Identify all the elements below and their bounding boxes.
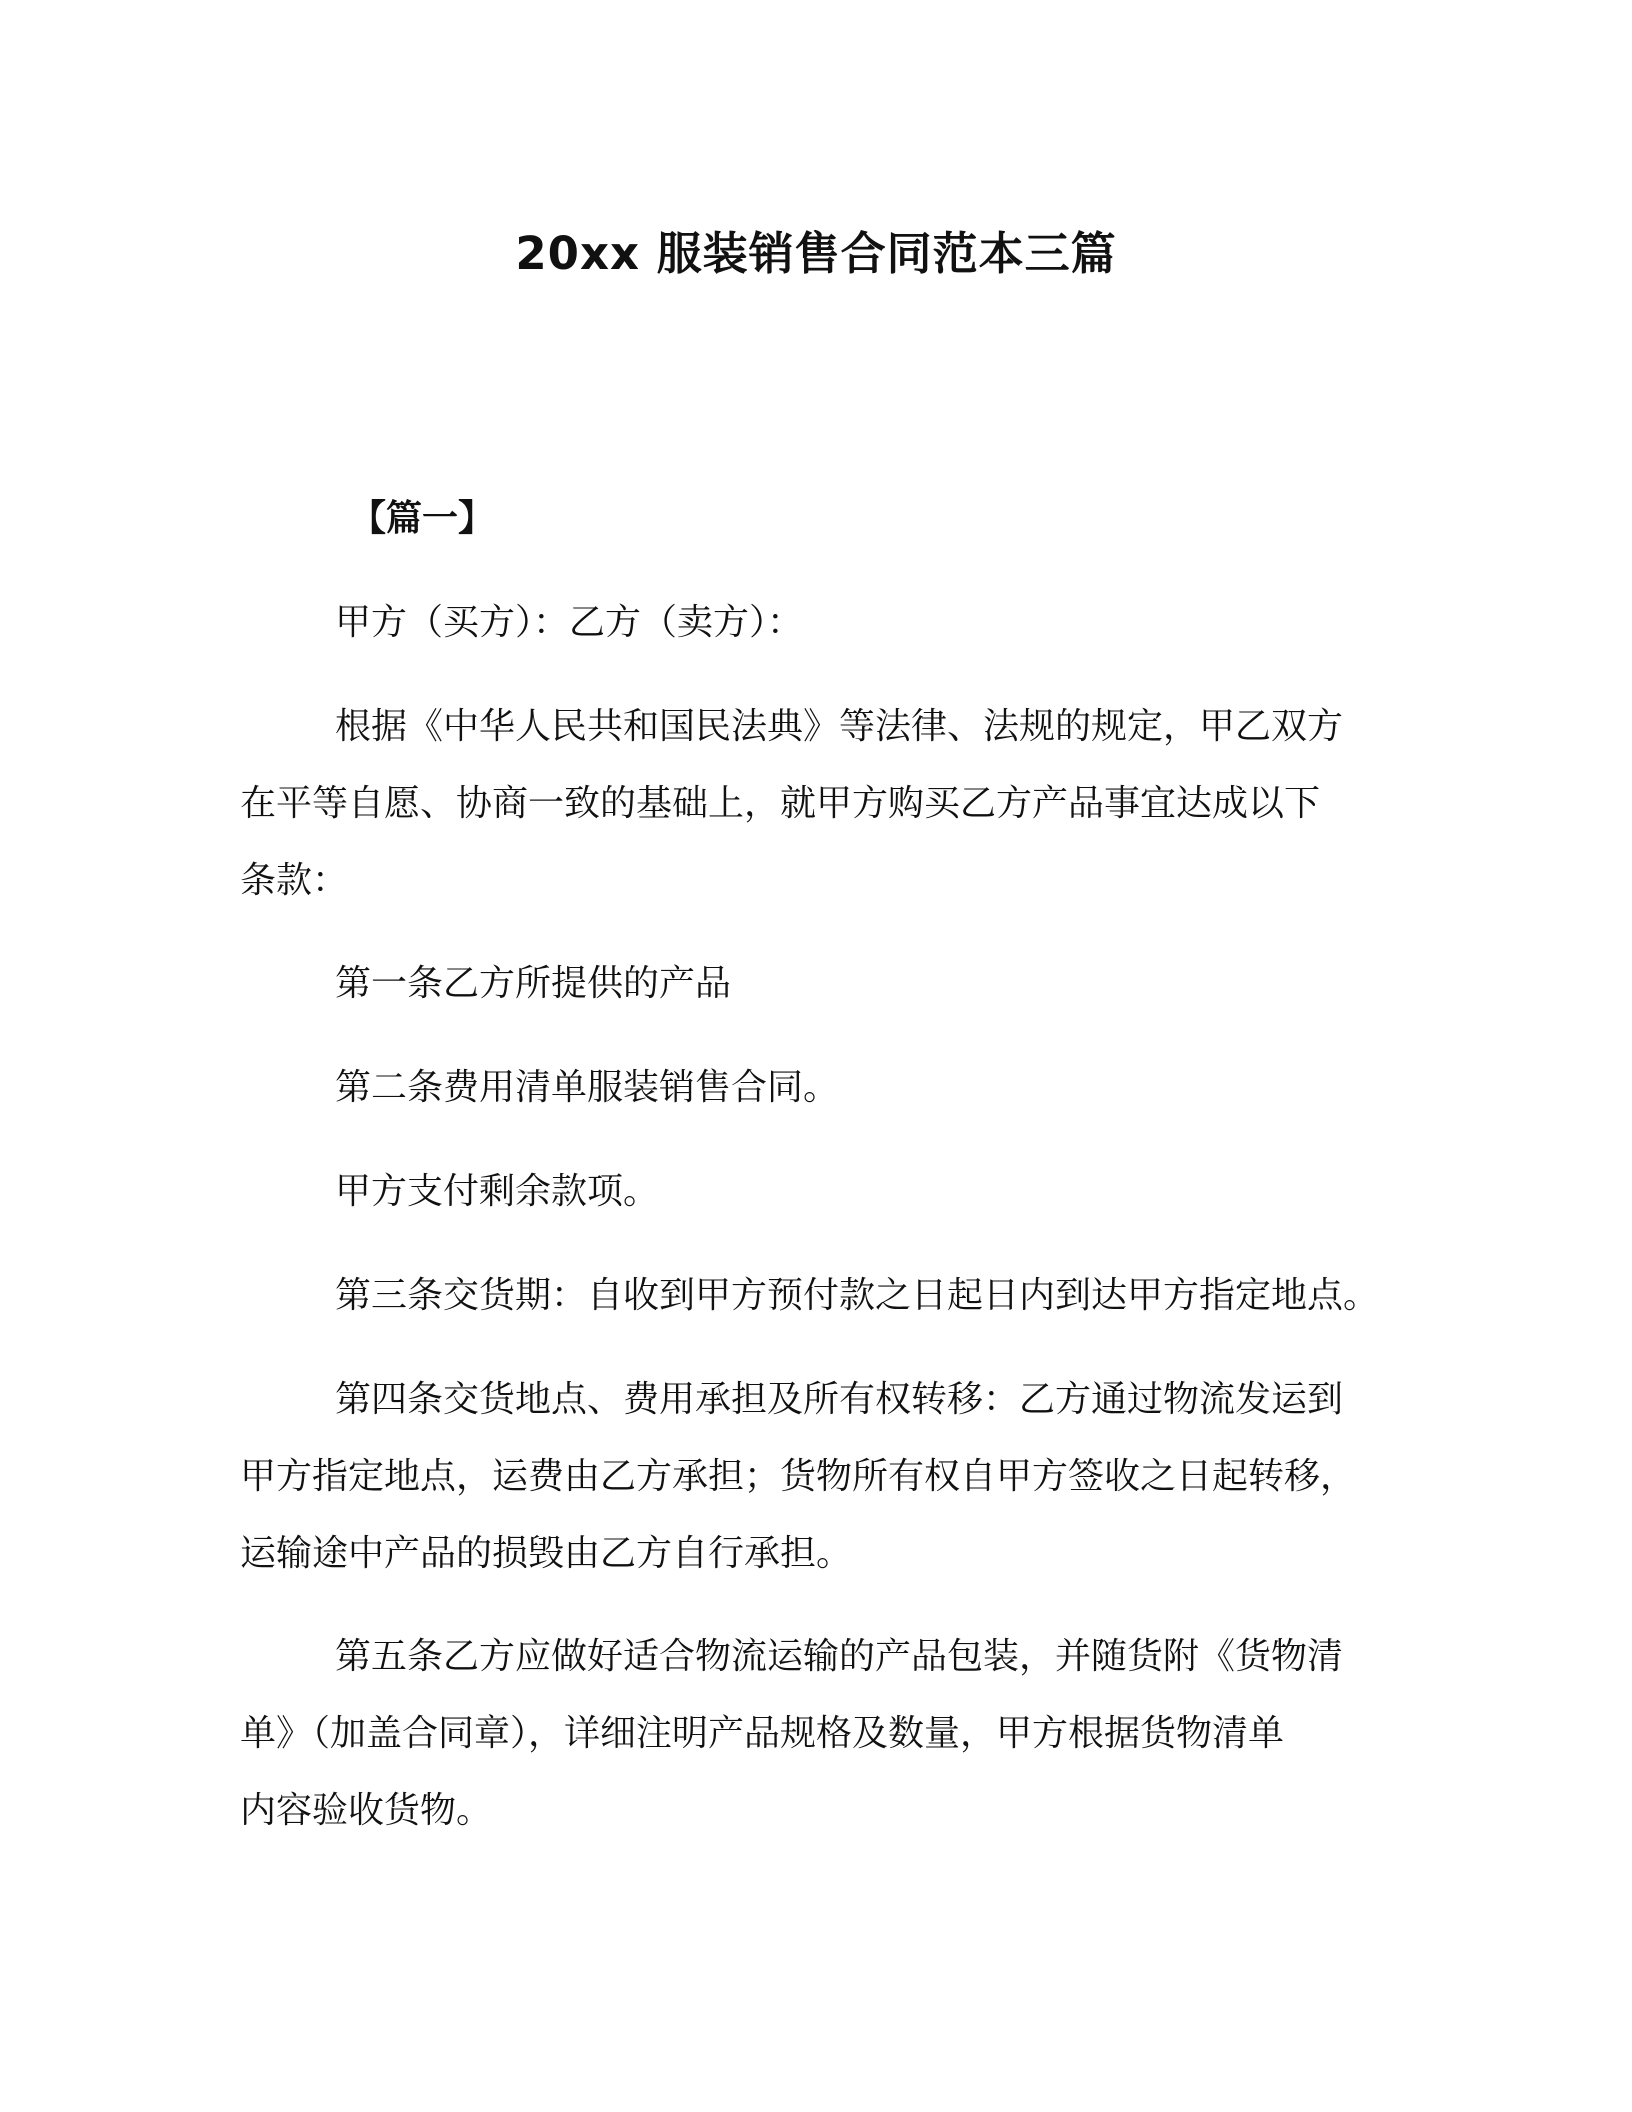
section-label: 【篇一】 xyxy=(350,498,495,539)
clause-4-line-1: 第四条交货地点、费用承担及所有权转移：乙方通过物流发运到 xyxy=(335,1379,1344,1420)
clause-5-line-1: 第五条乙方应做好适合物流运输的产品包装，并随货附《货物清 xyxy=(335,1636,1344,1677)
clause-2: 第二条费用清单服装销售合同。 xyxy=(335,1067,840,1108)
clause-5-line-3: 内容验收货物。 xyxy=(240,1790,493,1831)
document-title: 20xx 服装销售合同范本三篇 xyxy=(515,227,1117,280)
clause-5-line-2: 单》（加盖合同章），详细注明产品规格及数量，甲方根据货物清单 xyxy=(240,1713,1285,1754)
clause-4-line-3: 运输途中产品的损毁由乙方自行承担。 xyxy=(240,1533,853,1574)
payment-line: 甲方支付剩余款项。 xyxy=(335,1171,660,1212)
clause-5-paragraph xyxy=(240,1618,1343,1849)
clause-4-line-2: 甲方指定地点，运费由乙方承担；货物所有权自甲方签收之日起转移， xyxy=(240,1456,1357,1497)
intro-line-1: 根据《中华人民共和国民法典》等法律、法规的规定，甲乙双方 xyxy=(335,706,1344,747)
clause-4-paragraph xyxy=(240,1361,1356,1592)
clause-3: 第三条交货期：自收到甲方预付款之日起日内到达甲方指定地点。 xyxy=(335,1275,1380,1316)
intro-paragraph xyxy=(240,688,1343,919)
intro-line-2: 在平等自愿、协商一致的基础上，就甲方购买乙方产品事宜达成以下 xyxy=(240,783,1321,824)
parties-line: 甲方（买方）：乙方（卖方）： xyxy=(335,602,804,643)
intro-line-3: 条款： xyxy=(240,860,349,901)
clause-1: 第一条乙方所提供的产品 xyxy=(335,963,732,1004)
